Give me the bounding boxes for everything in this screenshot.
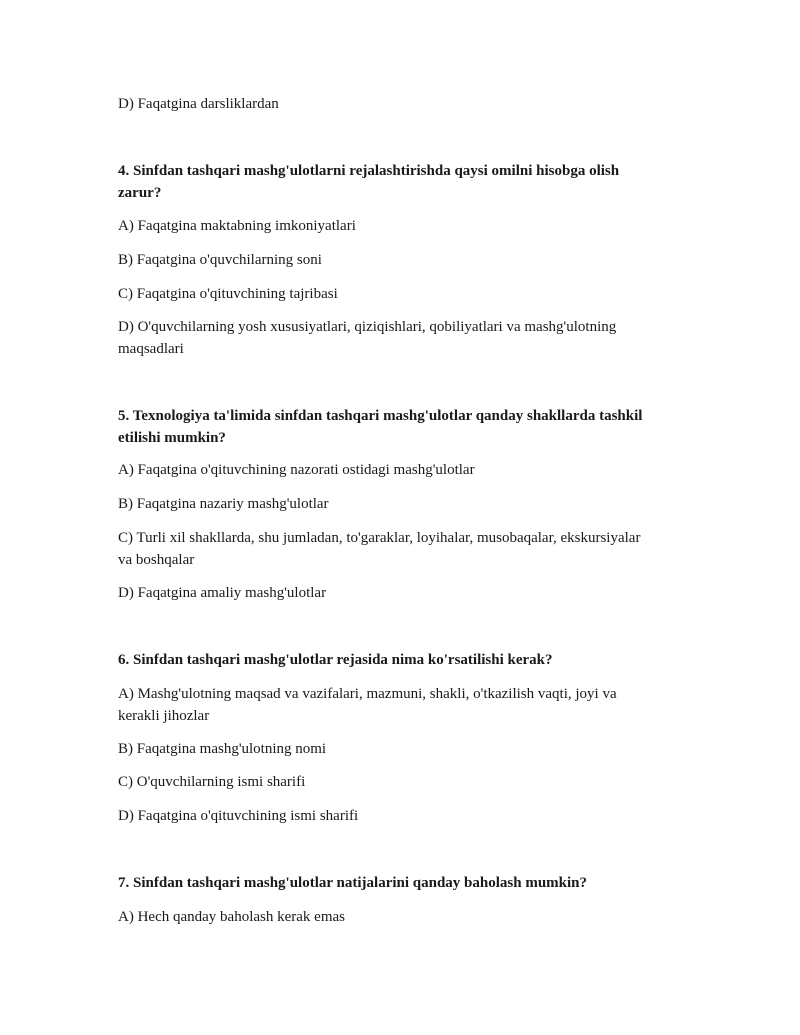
answer-option: D) Faqatgina darsliklardan <box>118 96 279 112</box>
answer-option: C) Turli xil shakllarda, shu jumladan, to'garaklar, loyihalar, musobaqalar, ekskursiyalar <box>118 530 641 546</box>
answer-option: A) Faqatgina o'qituvchining nazorati ostidagi mashg'ulotlar <box>118 462 475 478</box>
answer-option: A) Hech qanday baholash kerak emas <box>118 909 345 925</box>
question-4-title-cont: zarur? <box>118 185 162 201</box>
answer-option: D) O'quvchilarning yosh xususiyatlari, qiziqishlari, qobiliyatlari va mashg'ulotning <box>118 319 617 335</box>
question-5-title: 5. Texnologiya ta'limida sinfdan tashqari mashg'ulotlar qanday shakllarda tashkil <box>118 408 643 424</box>
answer-option-cont: va boshqalar <box>118 552 195 568</box>
answer-option: C) Faqatgina o'qituvchining tajribasi <box>118 286 338 302</box>
answer-option: B) Faqatgina nazariy mashg'ulotlar <box>118 496 329 512</box>
question-4-title: 4. Sinfdan tashqari mashg'ulotlarni rejalashtirishda qaysi omilni hisobga olish <box>118 163 620 179</box>
question-7-title: 7. Sinfdan tashqari mashg'ulotlar natijalarini qanday baholash mumkin? <box>118 875 588 891</box>
answer-option-cont: maqsadlari <box>118 341 184 357</box>
answer-option: A) Faqatgina maktabning imkoniyatlari <box>118 218 356 234</box>
answer-option: A) Mashg'ulotning maqsad va vazifalari, mazmuni, shakli, o'tkazilish vaqti, joyi va <box>118 686 617 702</box>
answer-option: D) Faqatgina amaliy mashg'ulotlar <box>118 585 327 601</box>
answer-option: B) Faqatgina mashg'ulotning nomi <box>118 741 327 757</box>
answer-option: B) Faqatgina o'quvchilarning soni <box>118 252 322 268</box>
question-5-title-cont: etilishi mumkin? <box>118 430 226 446</box>
answer-option-cont: kerakli jihozlar <box>118 708 210 724</box>
answer-option: D) Faqatgina o'qituvchining ismi sharifi <box>118 808 359 824</box>
question-6-title: 6. Sinfdan tashqari mashg'ulotlar rejasida nima ko'rsatilishi kerak? <box>118 652 553 668</box>
answer-option: C) O'quvchilarning ismi sharifi <box>118 774 306 790</box>
